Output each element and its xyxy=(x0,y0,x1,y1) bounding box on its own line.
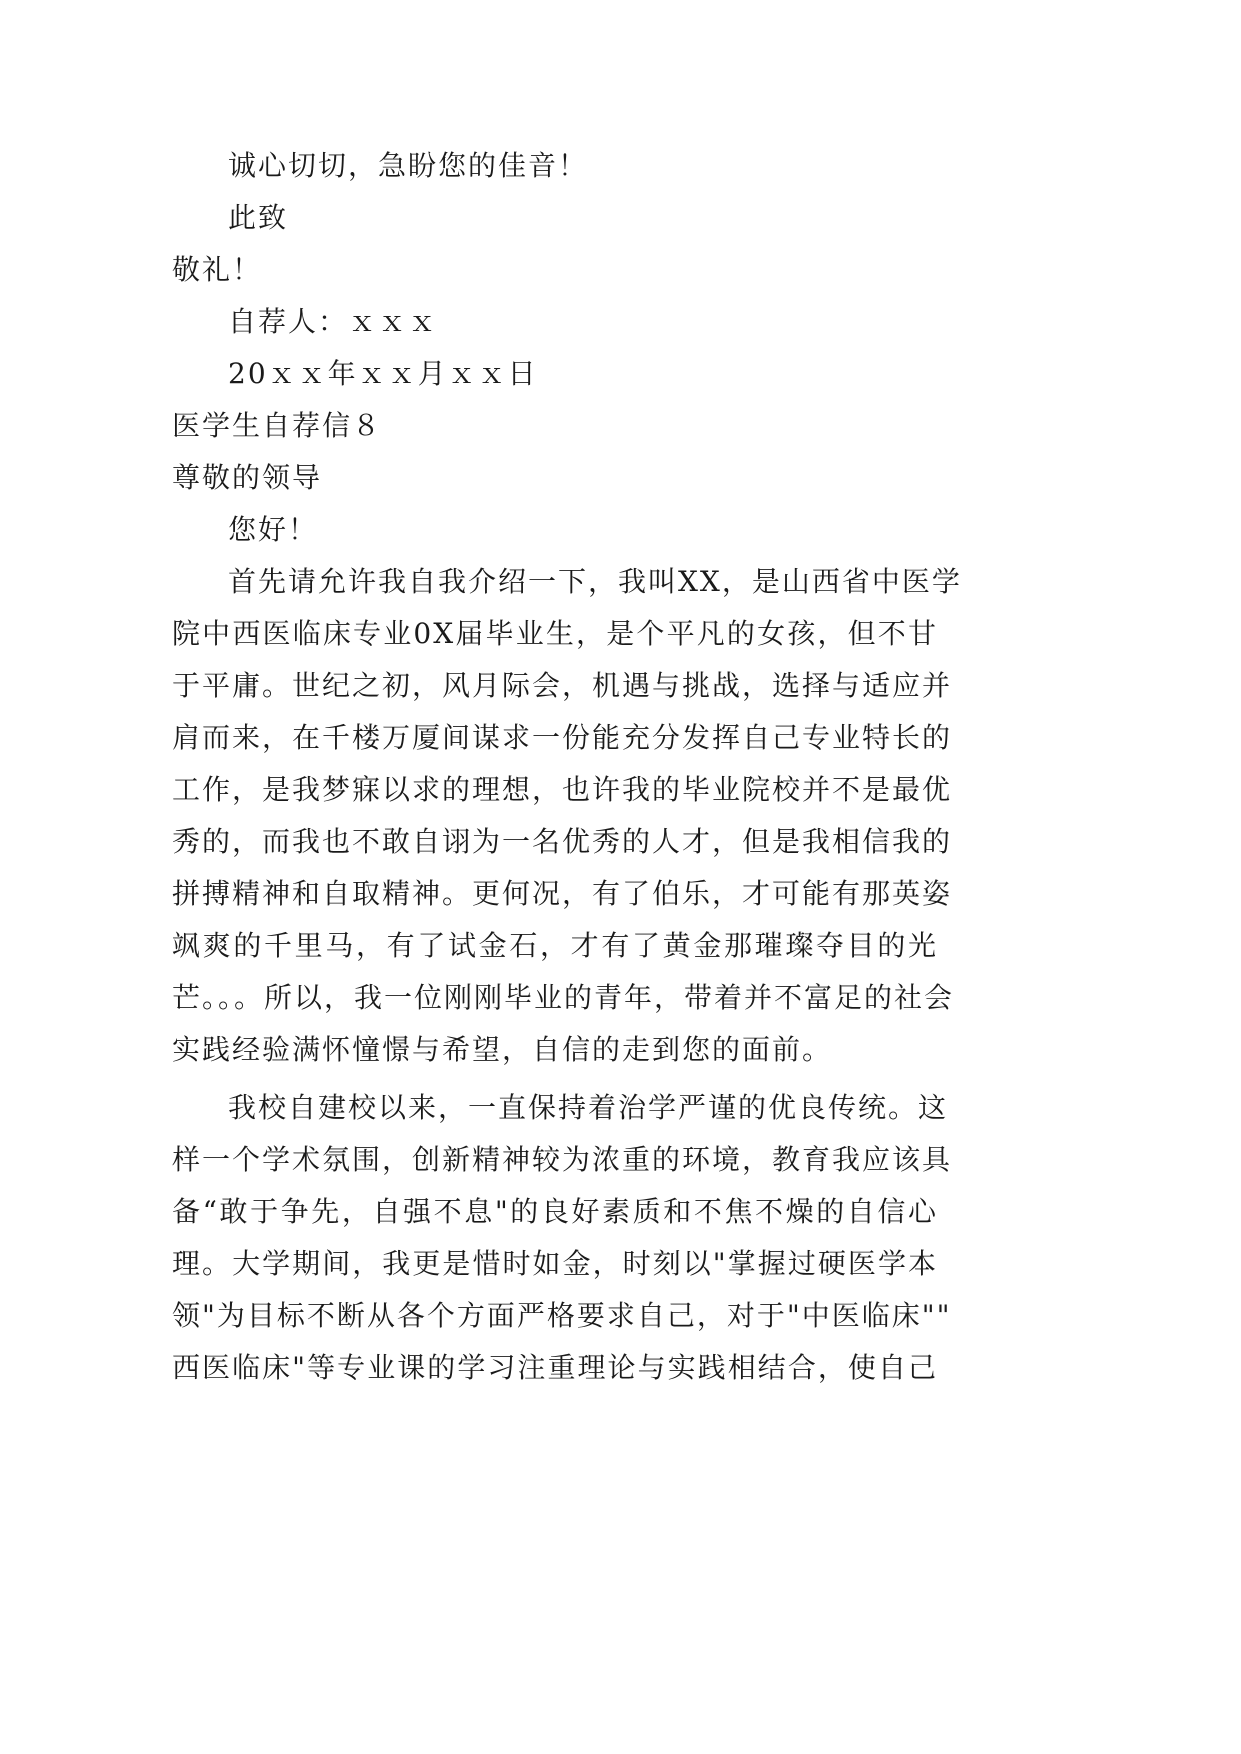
cizhi-line: 此致 xyxy=(228,201,289,234)
salutation-line: 尊敬的领导 xyxy=(172,461,323,494)
paragraph-2-line: 我校自建校以来，一直保持着治学严谨的优良传统。这 xyxy=(228,1091,949,1124)
paragraph-2-line: 西医临床"等专业课的学习注重理论与实践相结合，使自己 xyxy=(172,1351,938,1384)
paragraph-2-line: 领"为目标不断从各个方面严格要求自己，对于"中医临床"" xyxy=(172,1299,952,1332)
date-line: 20ｘｘ年ｘｘ月ｘｘ日 xyxy=(228,357,538,390)
closing-line: 诚心切切，急盼您的佳音！ xyxy=(228,149,589,182)
paragraph-1-line: 首先请允许我自我介绍一下，我叫XX，是山西省中医学 xyxy=(228,565,962,598)
paragraph-1-line: 工作，是我梦寐以求的理想，也许我的毕业院校并不是最优 xyxy=(172,773,953,806)
paragraph-2-line: 样一个学术氛围，创新精神较为浓重的环境，教育我应该具 xyxy=(172,1143,953,1176)
paragraph-1-line: 于平庸。世纪之初，风月际会，机遇与挑战，选择与适应并 xyxy=(172,669,953,702)
paragraph-1-line: 院中西医临床专业0X届毕业生，是个平凡的女孩，但不甘 xyxy=(172,617,938,650)
paragraph-1-line: 秀的，而我也不敢自诩为一名优秀的人才，但是我相信我的 xyxy=(172,825,953,858)
signer-line: 自荐人：ｘｘｘ xyxy=(228,305,439,338)
paragraph-2-line: 备“敢于争先，自强不息"的良好素质和不焦不燥的自信心 xyxy=(172,1195,938,1228)
paragraph-1-line: 实践经验满怀憧憬与希望，自信的走到您的面前。 xyxy=(172,1033,833,1066)
paragraph-1-line: 拼搏精神和自取精神。更何况，有了伯乐，才可能有那英姿 xyxy=(172,877,953,910)
greeting-line: 您好！ xyxy=(228,513,319,546)
paragraph-1-line: 飒爽的千里马，有了试金石，才有了黄金那璀璨夺目的光 xyxy=(172,929,938,962)
jingli-line: 敬礼！ xyxy=(172,253,263,286)
paragraph-2-line: 理。大学期间，我更是惜时如金，时刻以"掌握过硬医学本 xyxy=(172,1247,938,1280)
paragraph-1-line: 芒。。。所以，我一位刚刚毕业的青年，带着并不富足的社会 xyxy=(172,981,955,1014)
section-title: 医学生自荐信８ xyxy=(172,409,383,442)
paragraph-1-line: 肩而来，在千楼万厦间谋求一份能充分发挥自己专业特长的 xyxy=(172,721,953,754)
